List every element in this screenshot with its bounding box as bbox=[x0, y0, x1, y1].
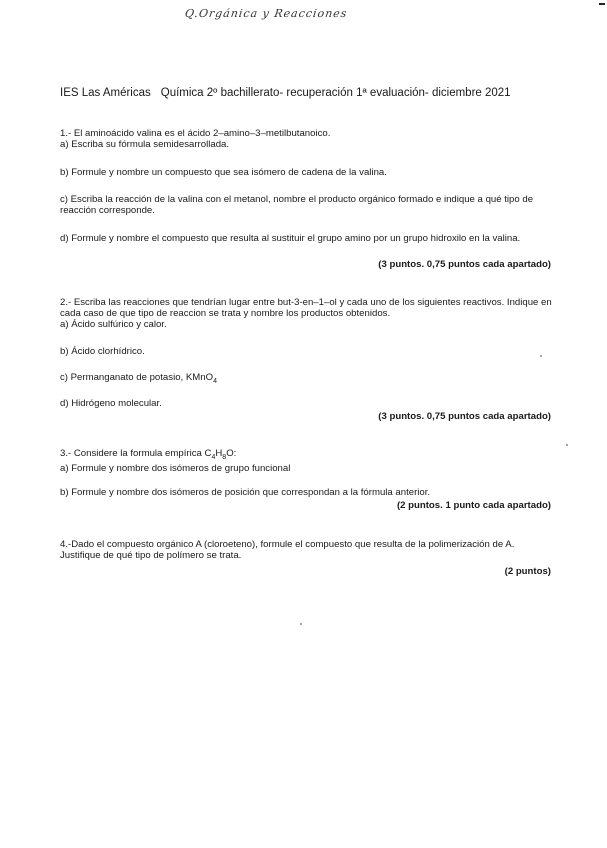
scan-speck bbox=[566, 444, 568, 446]
q1-intro: 1.- El aminoácido valina es el ácido 2–amino–3–metilbutanoico. bbox=[60, 128, 331, 139]
q2-part-b: b) Ácido clorhídrico. bbox=[60, 346, 145, 357]
question-2 bbox=[60, 297, 552, 330]
q1-part-c: c) Escriba la reacción de la valina con el metanol, nombre el producto orgánico formado e indique a qué tipo de reacción corresponde. bbox=[60, 194, 534, 216]
question-3 bbox=[60, 448, 552, 474]
q1-part-b: b) Formule y nombre un compuesto que sea isómero de cadena de la valina. bbox=[60, 167, 387, 178]
q2-intro: 2.- Escriba las reacciones que tendrían lugar entre but-3-en–1–ol y cada uno de los siguientes reactivos. Indique en cada caso de que tipo de reaccion se trata y nombre los productos obtenidos. bbox=[60, 297, 552, 319]
q2-part-a: a) Ácido sulfúrico y calor. bbox=[60, 319, 167, 330]
scan-speck bbox=[300, 623, 302, 625]
question-1 bbox=[60, 128, 552, 150]
q3-part-a: a) Formule y nombre dos isómeros de grupo funcional bbox=[60, 462, 291, 474]
q2-part-c-text: c) Permanganato de potasio, KMnO bbox=[60, 372, 214, 383]
q3-subscript-c: 4 bbox=[211, 453, 216, 461]
q2-part-d: d) Hidrógeno molecular. bbox=[60, 398, 162, 409]
q2-part-c bbox=[60, 372, 552, 387]
q1-part-d: d) Formule y nombre el compuesto que resulta al sustituir el grupo amino por un grupo hidroxilo en la valina. bbox=[60, 233, 521, 244]
q3-subscript-h: 8 bbox=[222, 453, 227, 461]
q3-intro-h: H bbox=[215, 448, 223, 459]
q3-intro bbox=[60, 448, 552, 463]
school-name: IES Las Américas bbox=[60, 87, 151, 99]
q1-score: (3 puntos. 0,75 puntos cada apartado) bbox=[378, 259, 551, 270]
scan-speck bbox=[540, 355, 542, 357]
q3-intro-text: 3.- Considere la formula empírica C bbox=[60, 448, 212, 459]
q3-part-b: b) Formule y nombre dos isómeros de posición que correspondan a la fórmula anterior. bbox=[60, 487, 431, 498]
q4-score: (2 puntos) bbox=[504, 566, 551, 577]
q2-score: (3 puntos. 0,75 puntos cada apartado) bbox=[378, 411, 551, 422]
exam-title: Química 2º bachillerato- recuperación 1ª evaluación- diciembre 2021 bbox=[160, 87, 511, 99]
q1-part-a: a) Escriba su fórmula semidesarrollada. bbox=[60, 139, 230, 150]
q3-intro-o: O: bbox=[226, 448, 237, 459]
q3-score: (2 puntos. 1 punto cada apartado) bbox=[396, 500, 551, 511]
q2-part-c-subscript: 4 bbox=[213, 377, 217, 385]
question-4: 4.-Dado el compuesto orgánico A (cloroeteno), formule el compuesto que resulta de la polimerización de A. Justifique de qué tipo de polímero se trata. bbox=[60, 539, 515, 561]
handwritten-note: Q.Orgánica y Reacciones bbox=[184, 7, 349, 20]
corner-mark bbox=[599, 3, 605, 5]
exam-header bbox=[60, 87, 511, 99]
